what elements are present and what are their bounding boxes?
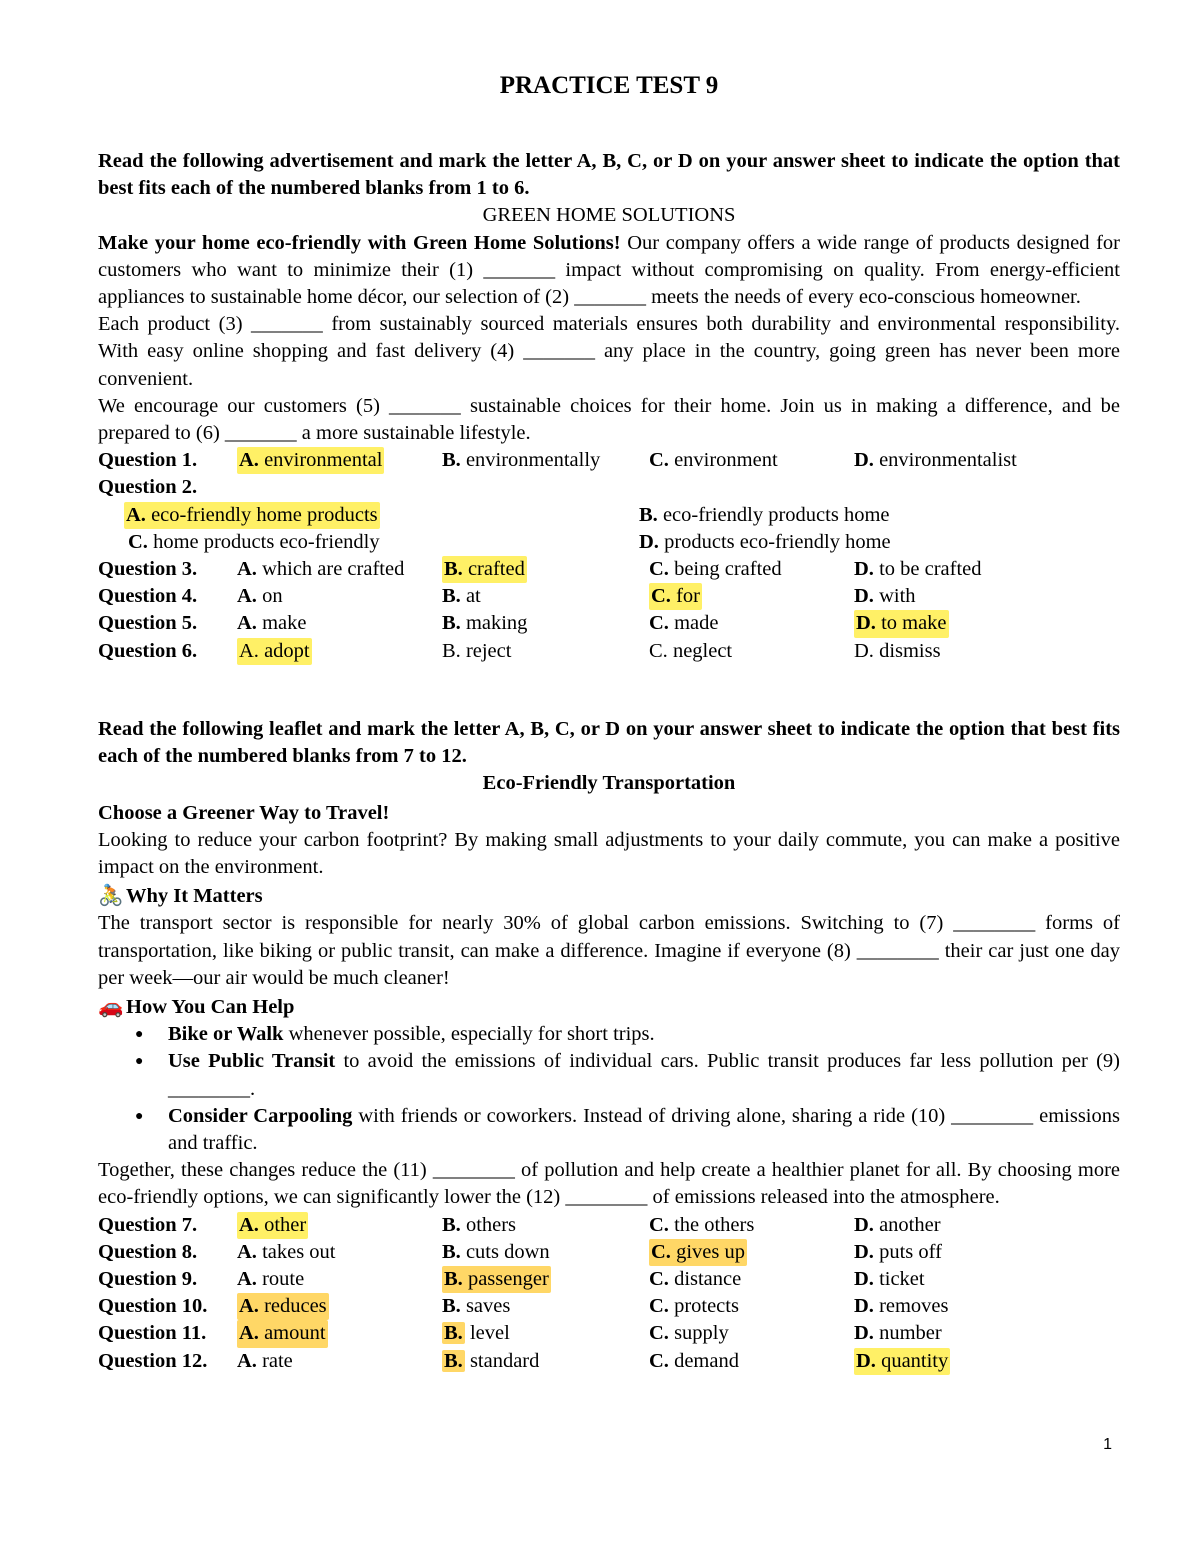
option-a[interactable]: A. adopt (237, 638, 312, 665)
option-b[interactable]: B. saves (442, 1295, 511, 1318)
option-d[interactable]: D. another (854, 1213, 941, 1236)
option-a[interactable]: A. eco-friendly home products (124, 502, 380, 529)
bullet-icon: ● (135, 1027, 144, 1043)
question-row (98, 474, 1120, 501)
option-a[interactable]: A. make (237, 612, 307, 635)
option-b[interactable]: B. others (442, 1213, 517, 1236)
option-a[interactable]: A. other (237, 1212, 308, 1239)
why-heading: 🚴 Why It Matters (98, 883, 1120, 910)
option-d[interactable]: D. dismiss (854, 639, 941, 662)
option-d[interactable]: D. ticket (854, 1268, 925, 1291)
ad-heading: GREEN HOME SOLUTIONS (482, 204, 736, 227)
question-row-options (98, 529, 1120, 556)
page-number: 1 (1103, 1436, 1112, 1453)
bullet-icon: ● (135, 1054, 144, 1070)
option-b[interactable]: B. standard (444, 1349, 540, 1372)
option-c[interactable]: C. home products eco-friendly (128, 530, 380, 553)
option-d[interactable]: D. number (854, 1322, 942, 1345)
option-c[interactable]: C. for (649, 583, 702, 610)
question-row (98, 610, 1120, 637)
car-icon: 🚗 (98, 996, 124, 1019)
question-row (98, 1212, 1120, 1239)
question-label: Question 12. (98, 1349, 208, 1372)
option-b[interactable]: B. environmentally (442, 449, 601, 472)
leaflet-heading: Eco-Friendly Transportation (482, 772, 736, 795)
question-row (98, 583, 1120, 610)
cyclist-icon: 🚴 (98, 885, 124, 908)
leaflet-intro: Looking to reduce your carbon footprint? By making small adjustments to your daily commute, you can make a positive impact on the environment. (98, 828, 1120, 879)
list-item: ● Bike or Walk whenever possible, especially for short trips. (98, 1021, 1120, 1048)
option-d[interactable]: D. with (854, 585, 916, 608)
list-item: ● Use Public Transit to avoid the emissions of individual cars. Public transit produces far less pollution per (9) ________. (135, 1050, 1120, 1100)
section-leaflet (98, 716, 1120, 1375)
question-label: Question 9. (98, 1268, 198, 1291)
instruction-2: Read the following leaflet and mark the letter A, B, C, or D on your answer sheet to indicate the option that best fits each of the numbered blanks from 7 to 12. (98, 718, 1120, 768)
instruction-1: Read the following advertisement and mark the letter A, B, C, or D on your answer sheet to indicate the option that best fits each of the numbered blanks from 1 to 6. (98, 150, 1120, 200)
option-b[interactable]: B. passenger (442, 1266, 551, 1293)
question-row (98, 1239, 1120, 1266)
ad-p1-rest: Our company offers a wide range of products designed for customers who want to minimize their (1) _______ impact without compromising on quality. From energy-efficient appliances to sustainable home décor, our selection of (2) _______ meets the needs of every eco-conscious homeowner. (98, 231, 1120, 309)
option-b[interactable]: B. making (442, 612, 528, 635)
section-advertisement (98, 148, 1120, 665)
option-b[interactable]: B. level (444, 1322, 510, 1345)
option-b[interactable]: B. reject (442, 639, 512, 662)
option-c[interactable]: C. protects (649, 1295, 739, 1318)
option-a[interactable]: A. environmental (237, 447, 384, 474)
option-d[interactable]: D. puts off (854, 1240, 942, 1263)
option-d[interactable]: D. environmentalist (854, 449, 1017, 472)
option-c[interactable]: C. distance (649, 1268, 742, 1291)
option-b[interactable]: B. at (442, 585, 481, 608)
question-row (98, 638, 1120, 665)
why-paragraph: The transport sector is responsible for nearly 30% of global carbon emissions. Switching to (7) ________ forms of transportation, like biking or public transit, can make a difference. Imagine if everyone (8) ________ their car just one day per week—our air would be much cleaner! (98, 912, 1120, 989)
option-d[interactable]: D. quantity (854, 1348, 950, 1375)
option-d[interactable]: D. to make (854, 610, 949, 637)
ad-lead: Make your home eco-friendly with Green Home Solutions! (98, 231, 621, 254)
option-d[interactable]: D. removes (854, 1295, 949, 1318)
option-a[interactable]: A. rate (237, 1349, 293, 1372)
how-heading: 🚗 How You Can Help (98, 994, 1120, 1021)
option-c[interactable]: C. demand (649, 1349, 739, 1372)
question-label: Question 1. (98, 449, 198, 472)
option-a[interactable]: A. takes out (237, 1240, 336, 1263)
option-c[interactable]: C. environment (649, 449, 778, 472)
bullet-icon: ● (135, 1108, 144, 1124)
option-c[interactable]: C. supply (649, 1322, 729, 1345)
question-row (98, 1266, 1120, 1293)
option-c[interactable]: C. being crafted (649, 557, 782, 580)
page-title: PRACTICE TEST 9 (499, 72, 719, 99)
option-a[interactable]: A. on (237, 585, 283, 608)
option-a[interactable]: A. reduces (237, 1293, 329, 1320)
question-label: Question 6. (98, 639, 198, 662)
ad-paragraph-1 (98, 230, 1120, 312)
list-item: ● Consider Carpooling with friends or coworkers. Instead of driving alone, sharing a ride (10) ________ emissions and traffic. (135, 1104, 1120, 1155)
question-row (98, 447, 1120, 474)
question-row (98, 556, 1120, 583)
option-b[interactable]: B. cuts down (442, 1240, 550, 1263)
option-c[interactable]: C. gives up (649, 1239, 747, 1266)
option-c[interactable]: C. the others (649, 1213, 755, 1236)
option-d[interactable]: D. products eco-friendly home (639, 530, 891, 553)
option-c[interactable]: C. made (649, 612, 719, 635)
option-d[interactable]: D. to be crafted (854, 557, 982, 580)
option-a[interactable]: A. amount (237, 1320, 328, 1347)
question-row (98, 1348, 1120, 1375)
leaflet-subheading: Choose a Greener Way to Travel! (98, 801, 390, 824)
question-row-options (98, 502, 1120, 529)
option-a[interactable]: A. route (237, 1268, 305, 1291)
question-row (98, 1293, 1120, 1320)
ad-paragraph-2: Each product (3) _______ from sustainably sourced materials ensures both durability and environmental responsibility. With easy online shopping and fast delivery (4) _______ any place in the country, going green has never been more convenient. (98, 313, 1120, 390)
option-a[interactable]: A. which are crafted (237, 557, 405, 580)
question-label: Question 4. (98, 585, 198, 608)
question-row (98, 1320, 1120, 1347)
question-label: Question 5. (98, 612, 198, 635)
question-label: Question 3. (98, 557, 198, 580)
question-label: Question 8. (98, 1240, 198, 1263)
question-label: Question 2. (98, 476, 198, 499)
option-b[interactable]: B. crafted (442, 556, 527, 583)
question-label: Question 7. (98, 1213, 198, 1236)
closing-paragraph: Together, these changes reduce the (11) ________ of pollution and help create a healthier planet for all. By choosing more eco-friendly options, we can significantly lower the (12) ________ of emissions released into the atmosphere. (98, 1159, 1120, 1209)
question-label: Question 10. (98, 1295, 208, 1318)
question-label: Question 11. (98, 1322, 207, 1345)
ad-paragraph-3: We encourage our customers (5) _______ sustainable choices for their home. Join us in making a difference, and be prepared to (6) _______ a more sustainable lifestyle. (98, 394, 1120, 445)
option-c[interactable]: C. neglect (649, 639, 733, 662)
option-b[interactable]: B. eco-friendly products home (639, 503, 890, 526)
